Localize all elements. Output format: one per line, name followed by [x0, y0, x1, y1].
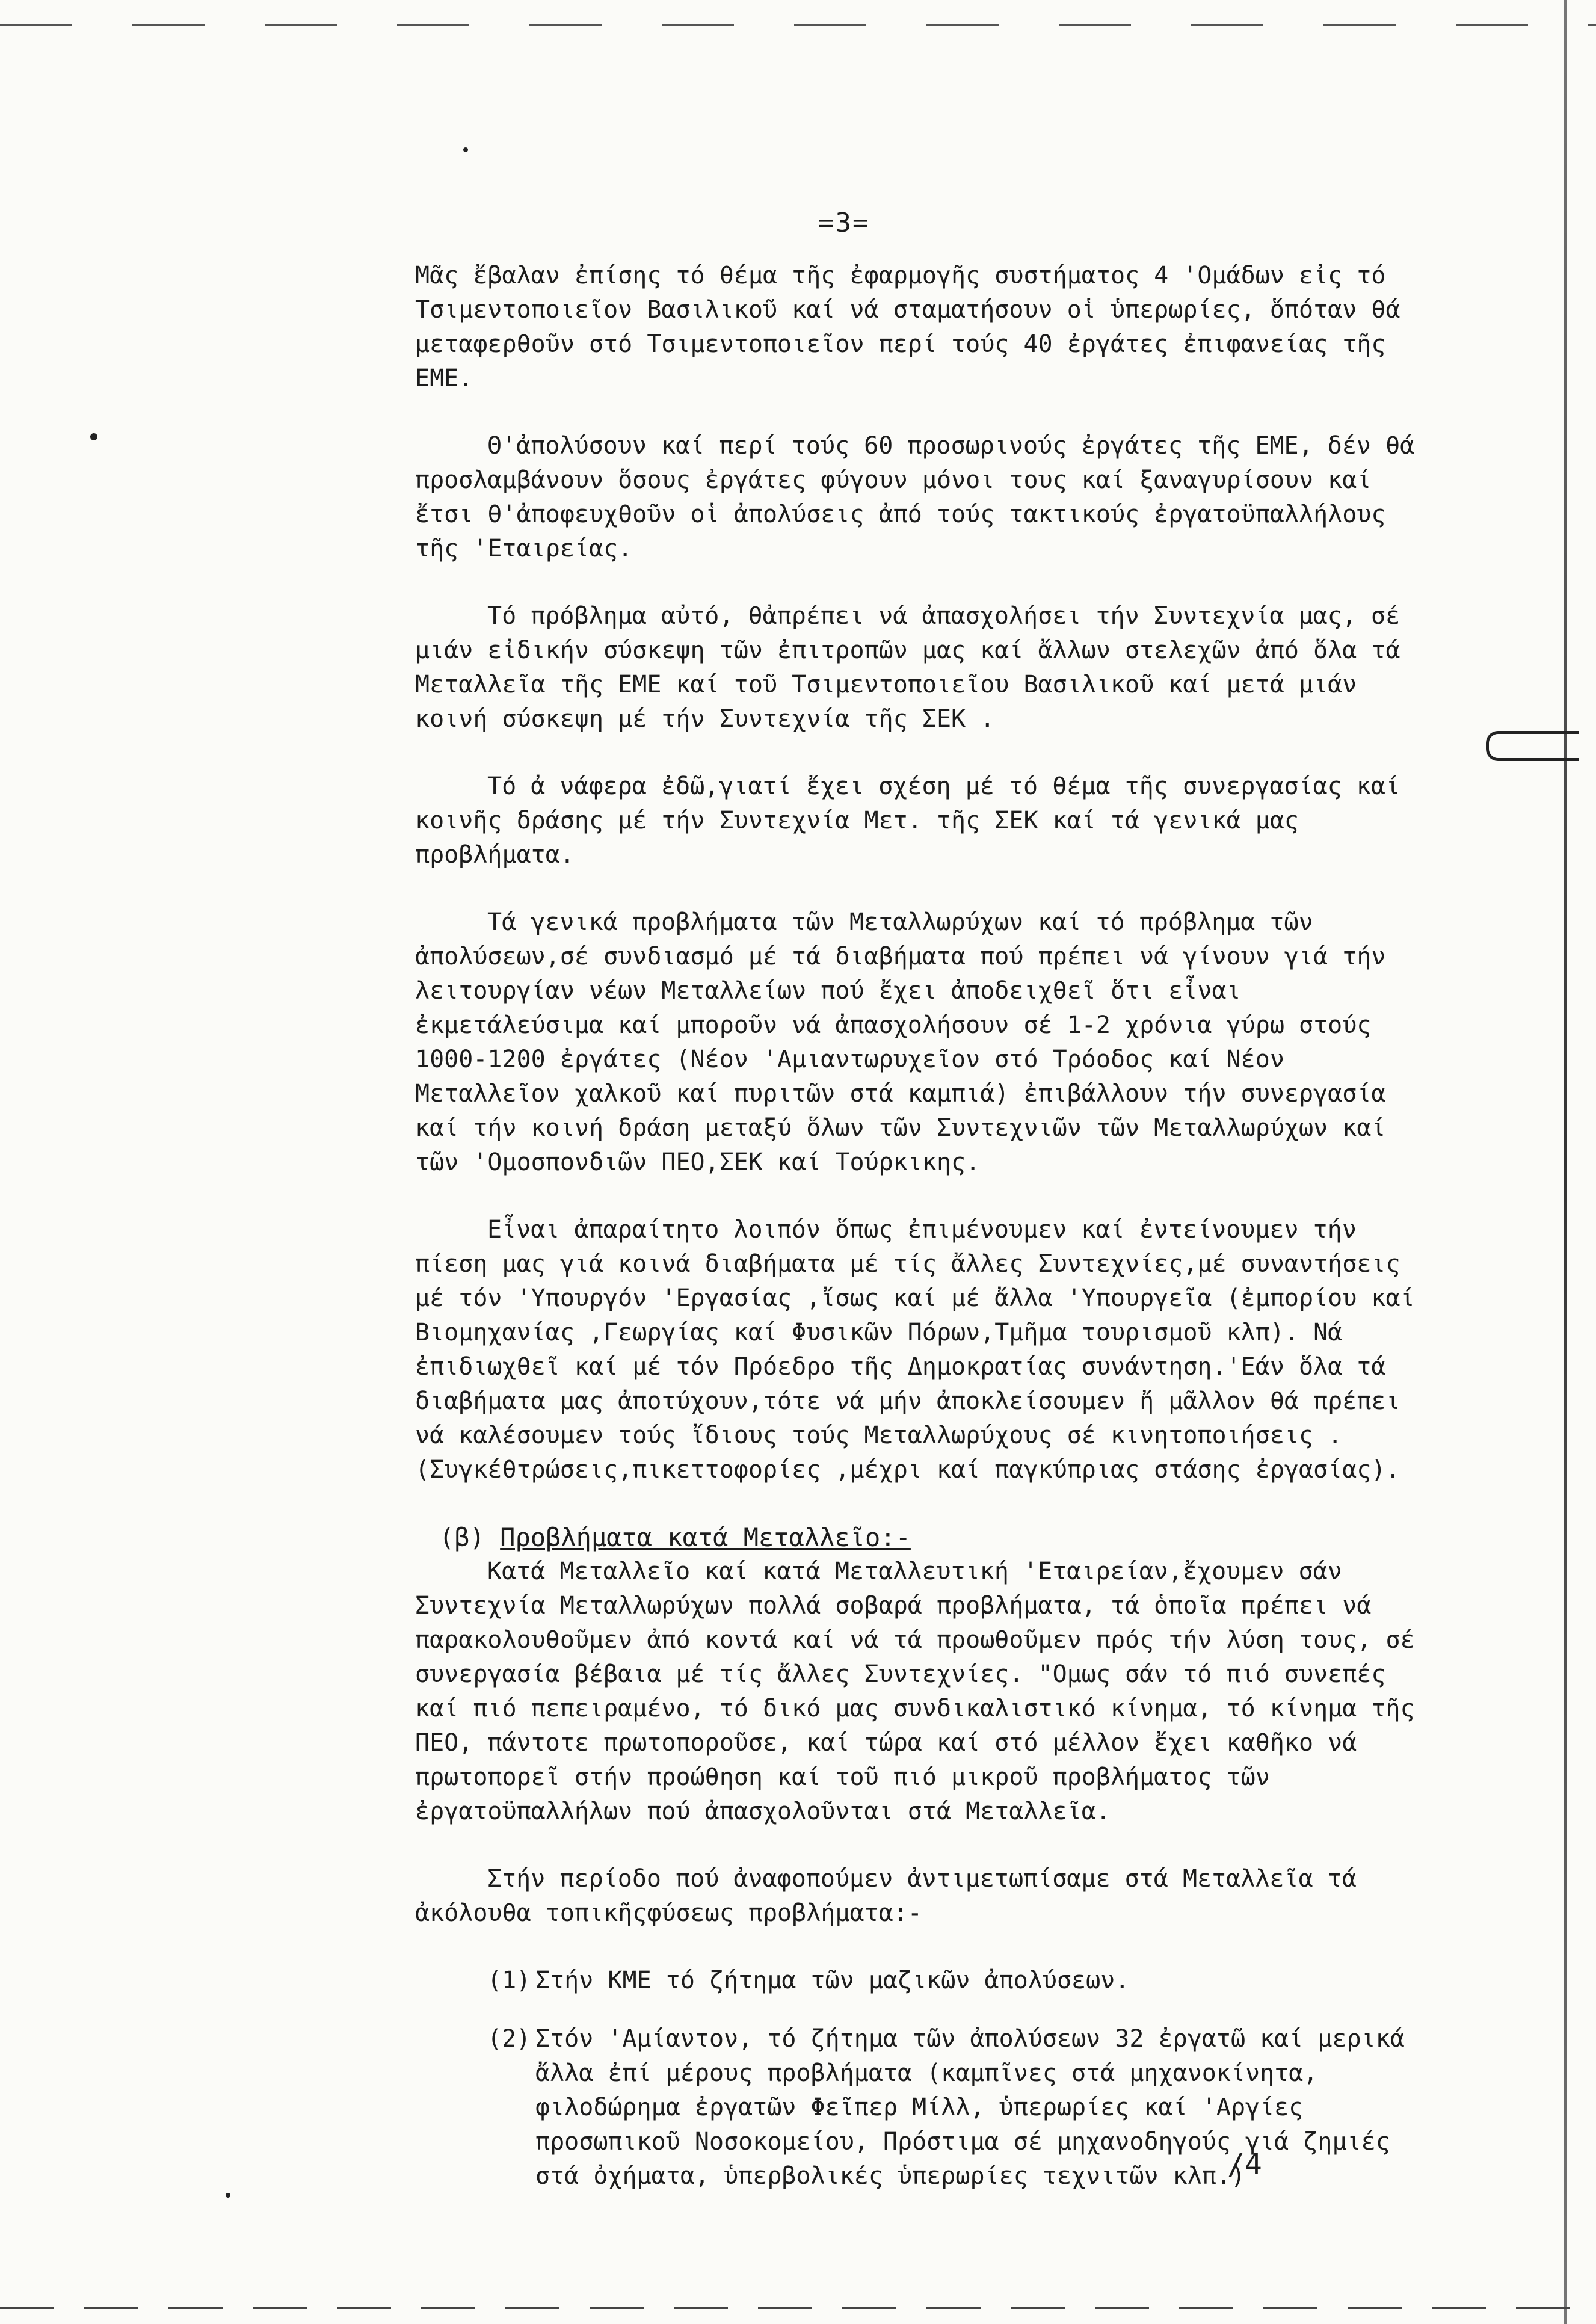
- paragraph: Τό πρόβλημα αὐτό, θἀπρέπει νά ἀπασχολήσει τήν Συντεχνία μας, σέ μιάν εἰδικήν σύσκεψη τῶν ἐπιτροπῶν μας καί ἄλλων στελεχῶν ἀπό ὅλα τά Μεταλλεῖα τῆς ΕΜΕ καί τοῦ Τσιμεντοποιεῖου Βασιλικοῦ καί μετά μιάν κοινή σύσκεψη μέ τήν Συντεχνία τῆς ΣΕΚ .: [415, 602, 1400, 733]
- paragraph: Θ'ἀπολύσουν καί περί τούς 60 προσωρινούς ἐργάτες τῆς ΕΜΕ, δέν θά προσλαμβάνουν ὅσους ἐργάτες φύγουν μόνοι τους καί ξαναγυρίσουν καί ἔτσι θ'ἀποφευχθοῦν οἱ ἀπολύσεις ἀπό τούς τακτικούς ἐργατοϋπαλλήλους τῆς 'Εταιρείας.: [415, 432, 1415, 563]
- section-label: (β): [439, 1523, 485, 1552]
- list-item-number: (2): [487, 2025, 531, 2053]
- paragraph: Τά γενικά προβλήματα τῶν Μεταλλωρύχων καί τό πρόβλημα τῶν ἀπολύσεων,σέ συνδιασμό μέ τά διαβήματα πού πρέπει νά γίνουν γιά τήν λειτουργίαν νέων Μεταλλείων πού ἔχει ἀποδειχθεῖ ὅτι εἶναι ἐκμετάλεύσιμα καί μποροῦν νά ἀπασχολήσουν σέ 1-2 χρόνια γύρω στούς 1000-1200 ἐργάτες (Νέον 'Αμιαντωρυχεῖον στό Τρόοδος καί Νέον Μεταλλεῖον χαλκοῦ καί πυριτῶν στά καμπιά) ἐπιβάλλουν τήν συνεργασία καί τήν κοινή δράση μεταξύ ὅλων τῶν Συντεχνιῶν τῶν Μεταλλωρύχων καί τῶν 'Ομοσπονδιῶν ΠΕΟ,ΣΕΚ καί Τούρκικης.: [415, 908, 1386, 1176]
- list-item-text: Στήν ΚΜΕ τό ζήτημα τῶν μαζικῶν ἀπολύσεων.: [535, 1967, 1130, 1994]
- scan-artifact-dot: [90, 433, 97, 440]
- scan-artifact-bottom: [0, 2307, 1596, 2309]
- section-title: Προβλήματα κατά Μεταλλεῖο:-: [500, 1523, 911, 1552]
- paragraph: Κατά Μεταλλεῖο καί κατά Μεταλλευτική 'Εταιρείαν,ἔχουμεν σάν Συντεχνία Μεταλλωρύχων πολλά σοβαρά προβλήματα, τά ὁποῖα πρέπει νά παρακολουθοῦμεν ἀπό κοντά καί νά τά προωθοῦμεν πρός τήν λύση τους, σέ συνεργασία βέβαια μέ τίς ἄλλες Συντεχνίες. "Ομως σάν τό πιό συνεπές καί πιό πεπειραμένο, τό δικό μας συνδικαλιστικό κίνημα, τό κίνημα τῆς ΠΕΟ, πάντοτε πρωτοποροῦσε, καί τώρα καί στό μέλλον ἔχει καθῆκο νά πρωτοπορεῖ στήν προώθηση καί τοῦ πιό μικροῦ προβλήματος τῶν ἐργατοϋπαλλήλων πού ἀπασχολοῦνται στά Μεταλλεῖα.: [415, 1558, 1415, 1825]
- paragraph: Τό ἀ νάφερα ἐδῶ,γιατί ἔχει σχέση μέ τό θέμα τῆς συνεργασίας καί κοινῆς δράσης μέ τήν Συντεχνία Μετ. τῆς ΣΕΚ καί τά γενικά μας προβλήματα.: [415, 772, 1400, 869]
- list-item: [487, 1964, 1438, 1998]
- paragraph: Μᾶς ἔβαλαν ἐπίσης τό θέμα τῆς ἐφαρμογῆς συστήματος 4 'Ομάδων εἰς τό Τσιμεντοποιεῖον Βασιλικοῦ καί νά σταματήσουν οἱ ὑπερωρίες, ὅπόταν θά μεταφερθοῦν στό Τσιμεντοποιεῖον περί τούς 40 ἐργάτες ἐπιφανείας τῆς ΕΜΕ.: [415, 262, 1400, 392]
- list-item-number: (1): [487, 1967, 531, 1994]
- scan-artifact-bracket: [1486, 731, 1579, 761]
- list-item-text: Στόν 'Αμίαντον, τό ζήτημα τῶν ἀπολύσεων 32 ἐργατῶ καί μερικά ἄλλα ἐπί μέρους προβλήματα (καμπῖνες στά μηχανοκίνητα, φιλοδώρημα ἐργατῶν Φεῖπερ Μίλλ, ὑπερωρίες καί 'Αργίες προσωπικοῦ Νοσοκομείου, Πρόστιμα σέ μηχανοδηγούς γιά ζημιές στά ὀχήματα, ὑπερβολικές ὑπερωρίες τεχνιτῶν κλπ.): [535, 2025, 1405, 2190]
- section-heading: [439, 1520, 1438, 1555]
- scan-artifact-right-edge: [1564, 0, 1567, 2324]
- scan-artifact-top: [0, 24, 1596, 26]
- document-body: [415, 259, 1438, 2218]
- list-item: [487, 2022, 1438, 2193]
- paragraph: Στήν περίοδο πού ἀναφοπούμεν ἀντιμετωπίσαμε στά Μεταλλεῖα τά ἀκόλουθα τοπικῆςφύσεως προβλήματα:-: [415, 1865, 1357, 1927]
- scan-artifact-dot: [226, 2193, 230, 2198]
- page-continuation-mark: /4: [1227, 2148, 1262, 2181]
- paragraph: Εἶναι ἀπαραίτητο λοιπόν ὅπως ἐπιμένουμεν καί ἐντείνουμεν τήν πίεση μας γιά κοινά διαβήματα μέ τίς ἄλλες Συντεχνίες,μέ συναντήσεις μέ τόν 'Υπουργόν 'Εργασίας ,ἴσως καί μέ ἄλλα 'Υπουργεῖα (ἐμπορίου καί Βιομηχανίας ,Γεωργίας καί Φυσικῶν Πόρων,Τμῆμα τουρισμοῦ κλπ). Νά ἐπιδιωχθεῖ καί μέ τόν Πρόεδρο τῆς Δημοκρατίας συνάντηση.'Εάν ὅλα τά διαβήματα μας ἀποτύχουν,τότε νά μήν ἀποκλείσουμεν ἤ μᾶλλον θά πρέπει νά καλέσουμεν τούς ἴδιους τούς Μεταλλωρύχους σέ κινητοποιήσεις .(Συγκέθτρώσεις,πικεττοφορίες ,μέχρι καί παγκύπριας στάσης ἐργασίας).: [415, 1216, 1415, 1484]
- scan-artifact-dot: [463, 147, 468, 152]
- page-number: =3=: [818, 208, 870, 238]
